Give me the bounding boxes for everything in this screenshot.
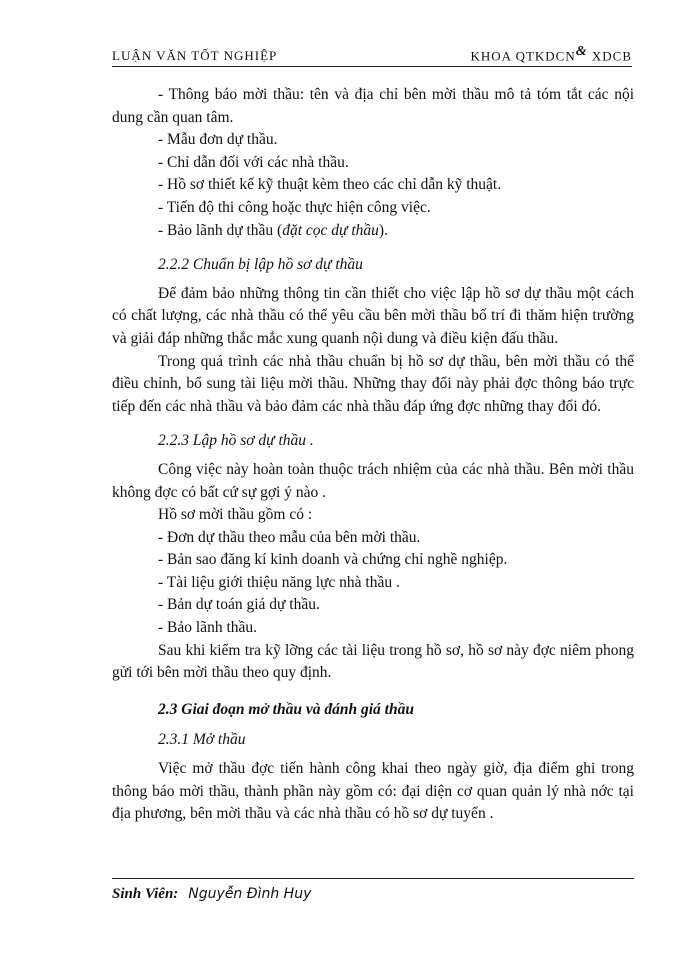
- list-item: - Tiến độ thi công hoặc thực hiện công việc.: [158, 198, 431, 216]
- list-item: - Bản dự toán giá dự thầu.: [158, 596, 320, 614]
- header-faculty-tail: XDCB: [587, 48, 632, 63]
- paragraph: Trong quá trình các nhà thầu chuẩn bị hồ sơ dự thầu, bên mời thầu có thể điều chỉnh, bổ sung tài liệu mời thầu. Những thay đổi này phải đợc thông báo trực tiếp đến các nhà thầu và bảo đảm các nhà thầu đáp ứng đợc những thay đổi đó.: [112, 352, 634, 415]
- list-item: [112, 220, 634, 243]
- list-item: - Bản sao đăng kí kinh doanh và chứng chỉ nghề nghiệp.: [158, 551, 508, 569]
- header-faculty: [470, 44, 632, 64]
- footer-student-label: Sinh Viên:: [112, 886, 179, 902]
- document-body: [112, 84, 634, 826]
- paragraph: Sau khi kiểm tra kỹ lỡng các tài liệu trong hồ sơ, hồ sơ này đợc niêm phong gửi tới bên mời thầu theo quy định.: [112, 641, 634, 682]
- list-item: - Mẫu đơn dự thầu.: [158, 131, 278, 149]
- list-item: - Đơn dự thầu theo mẫu của bên mời thầu.: [158, 528, 421, 546]
- list-item-italic: đặt cọc dự thầu: [282, 221, 379, 239]
- list-title: Hồ sơ mời thầu gồm có :: [158, 506, 313, 524]
- header-faculty-main: KHOA QTKDCN: [470, 48, 576, 63]
- page-header: [112, 36, 632, 67]
- paragraph: Việc mở thầu đợc tiến hành công khai theo ngày giờ, địa điểm ghi trong thông báo mời thầu, thành phần này gồm có: đại diện cơ quan quản lý nhà nớc tại địa phương, bên mời thầu và các nhà thầu có hồ sơ dự tuyển .: [112, 760, 634, 823]
- section-heading-2-2-3: 2.2.3 Lập hồ sơ dự thầu .: [158, 432, 314, 450]
- footer-student-name: Nguyễn Đình Huy: [188, 886, 312, 902]
- list-item-text: ).: [378, 221, 388, 239]
- section-heading-2-3-1: 2.3.1 Mở thầu: [158, 731, 246, 749]
- paragraph: Công việc này hoàn toàn thuộc trách nhiệm của các nhà thầu. Bên mời thầu không đợc có bất cứ sự gợi ý nào .: [112, 460, 634, 501]
- list-item-text: - Bảo lãnh dự thầu (: [158, 221, 283, 239]
- list-item: - Hồ sơ thiết kế kỹ thuật kèm theo các chỉ dẫn kỹ thuật.: [158, 176, 502, 194]
- list-item: - Thông báo mời thầu: tên và địa chỉ bên mời thầu mô tả tóm tắt các nội dung cần quan tâm.: [112, 86, 634, 126]
- section-heading-2-2-2: 2.2.2 Chuẩn bị lập hồ sơ dự thầu: [158, 256, 363, 274]
- section-heading-2-3: 2.3 Giai đoạn mở thầu và đánh giá thầu: [158, 700, 414, 718]
- header-ampersand: &: [575, 43, 588, 59]
- header-thesis-title: LUẬN VĂN TỐT NGHIỆP: [112, 48, 278, 63]
- paragraph: Để đảm bảo những thông tin cần thiết cho việc lập hồ sơ dự thầu một cách có chất lượng, các nhà thầu có thể yêu cầu bên mời thầu bố trí đi thăm hiện trường và giải đáp những thắc mắc xung quanh nội dung và điều kiện đấu thầu.: [112, 284, 634, 347]
- list-item: - Tài liệu giới thiệu năng lực nhà thầu .: [158, 573, 400, 591]
- list-item: - Chỉ dẫn đối với các nhà thầu.: [158, 153, 349, 171]
- list-item: - Bảo lãnh thầu.: [158, 619, 258, 637]
- page-footer: [112, 878, 634, 903]
